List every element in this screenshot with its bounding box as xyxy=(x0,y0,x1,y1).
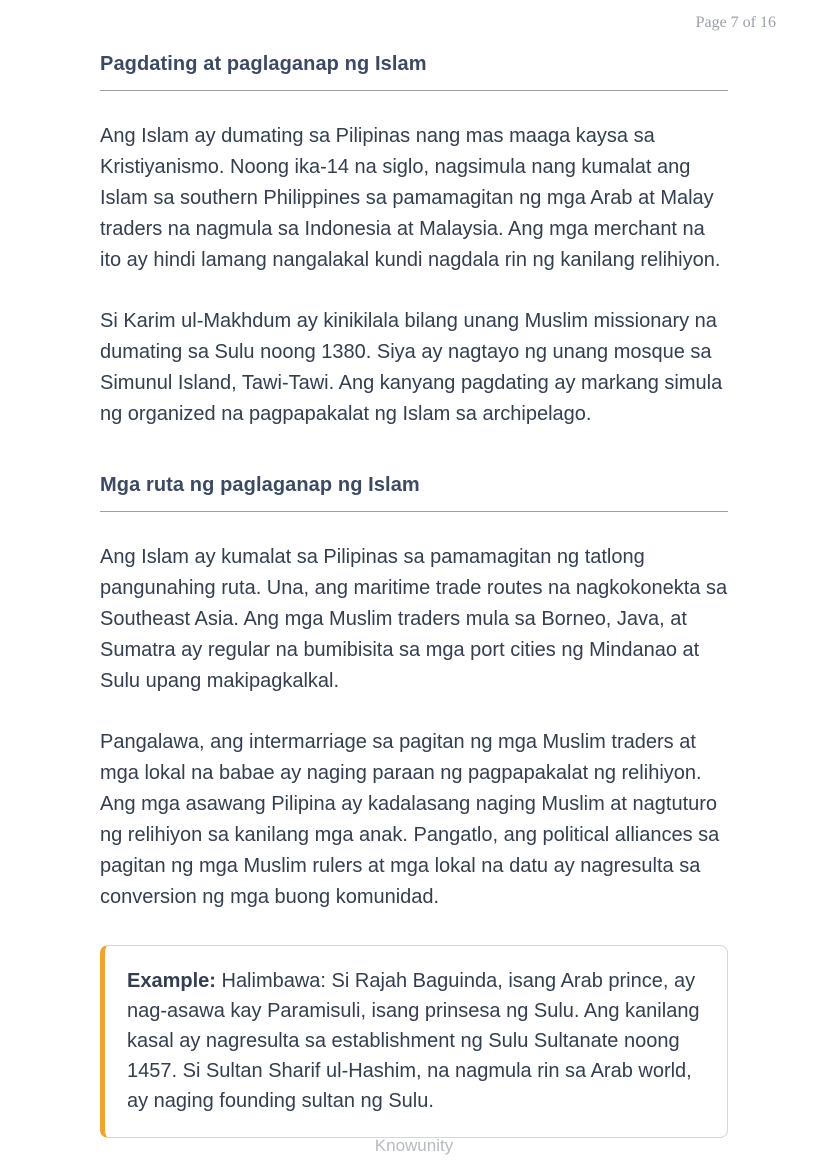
paragraph: Ang Islam ay kumalat sa Pilipinas sa pamamagitan ng tatlong pangunahing ruta. Una, ang maritime trade routes na nagkokonekta sa Southeast Asia. Ang mga Muslim traders mula sa Borneo, Java, at Sumatra ay regular na bumibisita sa mga port cities ng Mindanao at Sulu upang makipagkalkal. xyxy=(100,546,728,692)
paragraph: Si Karim ul-Makhdum ay kinikilala bilang unang Muslim missionary na dumating sa Sulu noong 1380. Siya ay nagtayo ng unang mosque sa Simunul Island, Tawi-Tawi. Ang kanyang pagdating ay markang simula ng organized na pagpapakalat ng Islam sa archipelago. xyxy=(100,310,723,425)
page-number-indicator: Page 7 of 16 xyxy=(695,14,776,31)
section-heading-mga-ruta: Mga ruta ng paglaganap ng Islam xyxy=(100,474,728,512)
example-label: Example: xyxy=(127,970,216,992)
footer-brand-knowunity: Knowunity xyxy=(374,1136,454,1155)
example-callout-box xyxy=(100,945,728,1138)
section-heading-pagdating: Pagdating at paglaganap ng Islam xyxy=(100,53,728,91)
example-body: Halimbawa: Si Rajah Baguinda, isang Arab prince, ay nag-asawa kay Paramisuli, isang prinsesa ng Sulu. Ang kanilang kasal ay nagresulta sa establishment ng Sulu Sultanate noong 1457. Si Sultan Sharif ul-Hashim, na nagmula rin sa Arab world, ay naging founding sultan ng Sulu. xyxy=(127,970,700,1112)
example-text xyxy=(127,966,703,1116)
paragraph: Ang Islam ay dumating sa Pilipinas nang mas maaga kaysa sa Kristiyanismo. Noong ika-14 na siglo, nagsimula nang kumalat ang Islam sa southern Philippines sa pamamagitan ng mga Arab at Malay traders na nagmula sa Indonesia at Malaysia. Ang mga merchant na ito ay hindi lamang nangalakal kundi nagdala rin ng kanilang relihiyon. xyxy=(100,125,721,271)
document-content xyxy=(100,0,728,1138)
paragraph: Pangalawa, ang intermarriage sa pagitan ng mga Muslim traders at mga lokal na babae ay naging paraan ng pagpapakalat ng relihiyon. Ang mga asawang Pilipina ay kadalasang naging Muslim at nagtuturo ng relihiyon sa kanilang mga anak. Pangatlo, ang political alliances sa pagitan ng mga Muslim rulers at mga lokal na datu ay nagresulta sa conversion ng mga buong komunidad. xyxy=(100,731,720,908)
